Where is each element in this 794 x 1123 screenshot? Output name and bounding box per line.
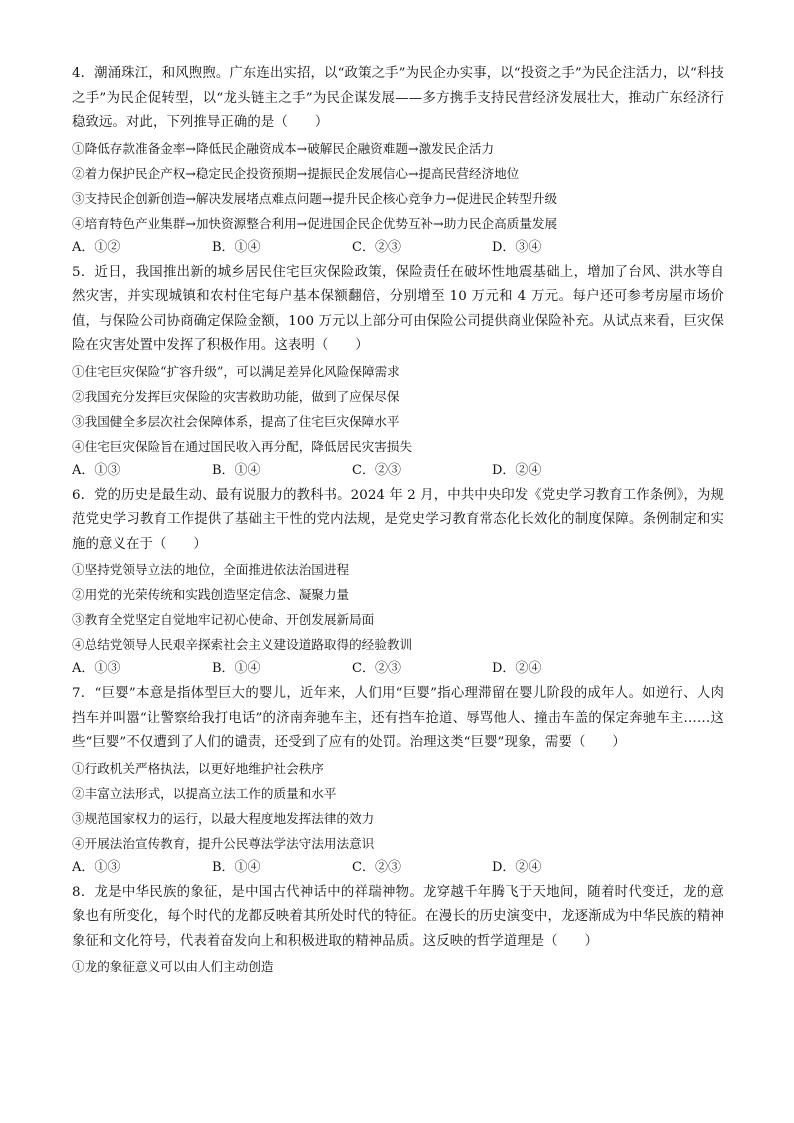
answer-choices xyxy=(72,856,724,880)
answer-choice-a: A．①③ xyxy=(72,859,121,875)
question-stem: 4．潮涌珠江，和风煦煦。广东连出实招，以“政策之手”为民企办实事，以“投资之手”为民企注活力，以“科技之手”为民企促转型，以“龙头链主之手”为民企谋发展——多方携手支持民营经济发展壮大，推动广东经济行稳致远。对此，下列推导正确的是（ ） xyxy=(72,66,724,130)
option-item: ②丰富立法形式，以提高立法工作的质量和水平 xyxy=(72,785,337,801)
answer-choice-c: C．②③ xyxy=(352,859,401,875)
option-item: ③规范国家权力的运行，以最大程度地发挥法律的效力 xyxy=(72,810,375,826)
option-item: ④开展法治宣传教育，提升公民尊法学法守法用法意识 xyxy=(72,835,375,851)
question-7 xyxy=(72,682,724,880)
option-item: ①降低存款准备金率→降低民企融资成本→破解民企融资难题→激发民企活力 xyxy=(72,140,495,156)
question-8 xyxy=(72,881,724,980)
answer-choice-a: A．①② xyxy=(72,239,121,255)
answer-choices xyxy=(72,459,724,483)
option-item: ②着力保护民企产权→稳定民企投资预期→提振民企发展信心→提高民营经济地位 xyxy=(72,165,520,181)
question-4 xyxy=(72,62,724,260)
answer-choice-b: B．①④ xyxy=(212,239,261,255)
answer-choice-b: B．①④ xyxy=(212,661,261,676)
answer-choice-a: A．①③ xyxy=(72,462,121,478)
option-item: ④总结党领导人民艰辛探索社会主义建设道路取得的经验教训 xyxy=(72,637,413,652)
question-5 xyxy=(72,261,724,483)
question-stem: 8．龙是中华民族的象征，是中国古代神话中的祥瑞神物。龙穿越千年腾飞于天地间，随着时代变迁，龙的意象也有所变化，每个时代的龙都反映着其所处时代的特征。在漫长的历史演变中，龙逐渐成为中华民族的精神象征和文化符号，代表着奋发向上和积极进取的精神品质。这反映的哲学道理是（ ） xyxy=(72,884,724,949)
option-item: ②我国充分发挥巨灾保险的灾害救助功能，做到了应保尽保 xyxy=(72,388,400,404)
option-item: ①行政机关严格执法，以更好地维护社会秩序 xyxy=(72,760,324,776)
answer-choice-a: A．①③ xyxy=(72,661,121,676)
answer-choice-d: D．②④ xyxy=(492,661,542,676)
option-item: ③支持民企创新创造→解决发展堵点难点问题→提升民企核心竞争力→促进民企转型升级 xyxy=(72,190,558,206)
option-item: ①住宅巨灾保险“扩容升级”，可以满足差异化风险保障需求 xyxy=(72,363,400,379)
question-6 xyxy=(72,484,724,682)
option-item: ①龙的象征意义可以由人们主动创造 xyxy=(72,959,274,974)
option-item: ④住宅巨灾保险旨在通过国民收入再分配，降低居民灾害损失 xyxy=(72,438,413,454)
question-stem: 7．“巨婴”本意是指体型巨大的婴儿，近年来，人们用“巨婴”指心理滞留在婴儿阶段的成年人。如逆行、人肉挡车并叫嚣“让警察给我打电话”的济南奔驰车主，还有挡车抢道、辱骂他人、撞击车盖的保定奔驰车主……这些“巨婴”不仅遭到了人们的谴责，还受到了应有的处罚。治理这类“巨婴”现象，需要（ ） xyxy=(72,686,724,750)
option-item: ③我国健全多层次社会保障体系，提高了住宅巨灾保障水平 xyxy=(72,413,400,429)
answer-choice-b: B．①④ xyxy=(212,462,261,478)
option-item: ②用党的光荣传统和实践创造坚定信念、凝聚力量 xyxy=(72,587,350,602)
answer-choice-c: C．②③ xyxy=(352,661,401,676)
answer-choices xyxy=(72,236,724,260)
option-item: ③教育全党坚定自觉地牢记初心使命、开创发展新局面 xyxy=(72,612,375,627)
answer-choice-d: D．②④ xyxy=(492,462,542,478)
answer-choice-c: C．②③ xyxy=(352,239,401,255)
answer-choice-b: B．①④ xyxy=(212,859,261,875)
answer-choice-c: C．②③ xyxy=(352,462,401,478)
exam-page xyxy=(72,62,724,979)
option-item: ①坚持党领导立法的地位，全面推进依法治国进程 xyxy=(72,562,350,577)
question-stem: 5．近日，我国推出新的城乡居民住宅巨灾保险政策，保险责任在破坏性地震基础上，增加了台风、洪水等自然灾害，并实现城镇和农村住宅每户基本保额翻倍，分别增至 10 万元和 4 万元。每户还可参考房屋市场价值，与保险公司协商确定保险金额，100 万元以上部分可由保险公司提供商业保险补充。从试点来看，巨灾保险在灾害处置中发挥了积极作用。这表明（ ） xyxy=(72,264,724,353)
question-stem: 6．党的历史是最生动、最有说服力的教科书。2024 年 2 月，中共中央印发《党史学习教育工作条例》，为规范党史学习教育工作提供了基础主干性的党内法规，是党史学习教育常态化长效化的制度保障。条例制定和实施的意义在于（ ） xyxy=(72,487,724,552)
answer-choice-d: D．②④ xyxy=(492,859,542,875)
answer-choices xyxy=(72,657,724,681)
answer-choice-d: D．③④ xyxy=(492,239,542,255)
option-item: ④培育特色产业集群→加快资源整合利用→促进国企民企优势互补→助力民企高质量发展 xyxy=(72,215,558,231)
